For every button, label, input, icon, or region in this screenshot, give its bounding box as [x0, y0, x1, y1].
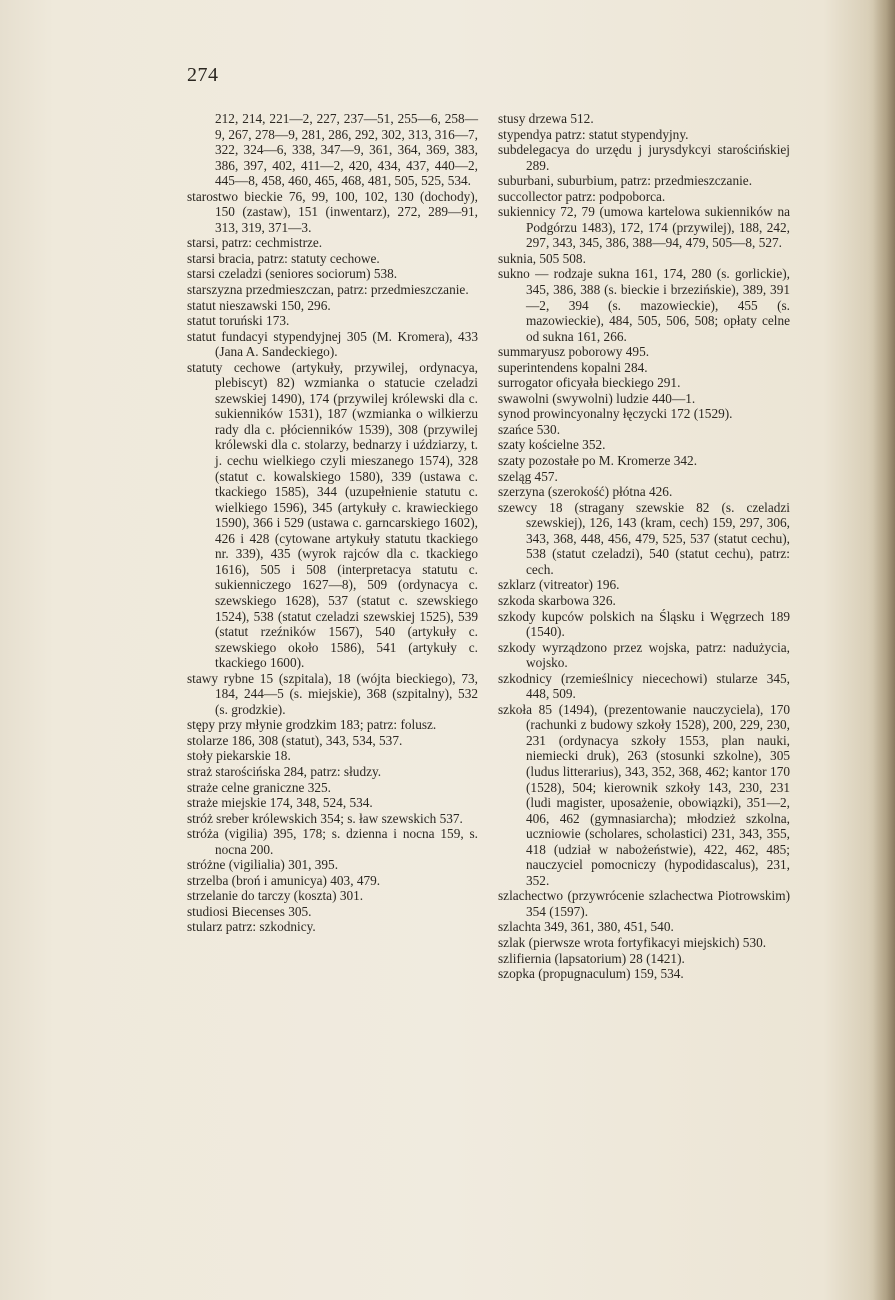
- index-entry: starszyzna przedmieszczan, patrz: przedmieszczanie.: [187, 282, 469, 298]
- index-entry: szkodnicy (rzemieślnicy niecechowi) stularze 345, 448, 509.: [498, 670, 790, 702]
- index-entry: szaty pozostałe po M. Kromerze 342.: [498, 453, 698, 469]
- index-entry: straże celne graniczne 325.: [187, 779, 331, 795]
- index-entry: stawy rybne 15 (szpitala), 18 (wójta bieckiego), 73, 184, 244—5 (s. miejskie), 368 (szpitalny), 532 (s. grodzkie).: [187, 670, 478, 717]
- index-entry: statut fundacyi stypendyjnej 305 (M. Kromera), 433 (Jana A. Sandeckiego).: [187, 328, 478, 360]
- index-entry: strzelanie do tarczy (koszta) 301.: [187, 888, 364, 904]
- index-entry: szewcy 18 (stragany szewskie 82 (s. czeladzi szewskiej), 126, 143 (kram, cech) 159, 297, 306, 343, 368, 448, 456, 479, 525, 537 (statut cechu), 538 (statut czeladzi), 540 (statut cechu), patrz: cech.: [498, 499, 790, 577]
- index-entry: stróża (vigilia) 395, 178; s. dzienna i nocna 159, s. nocna 200.: [187, 826, 478, 857]
- index-entry: szkoda skarbowa 326.: [498, 592, 616, 608]
- index-entry: superintendens kopalni 284.: [498, 359, 648, 375]
- index-entry: summaryusz poborowy 495.: [498, 344, 650, 360]
- index-entry: szlachta 349, 361, 380, 451, 540.: [498, 919, 674, 935]
- index-entry: suburbani, suburbium, patrz: przedmieszczanie.: [498, 173, 753, 189]
- index-entry: szkody kupców polskich na Śląsku i Węgrzech 189 (1540).: [498, 608, 790, 640]
- index-entry: sukno — rodzaje sukna 161, 174, 280 (s. gorlickie), 345, 386, 388 (s. bieckie i brzezińskie), 389, 391—2, 394 (s. mazowieckie), 455 (s. mazowieckie), 484, 505, 506, 508; opłaty celne od sukna 161, 266.: [498, 266, 790, 344]
- index-entry: stoły piekarskie 18.: [187, 748, 291, 764]
- index-entry: synod prowincyonalny łęczycki 172 (1529).: [498, 406, 733, 422]
- index-entry: szkoła 85 (1494), (prezentowanie nauczyciela), 170 (rachunki z budowy szkoły 1528), 200, 229, 230, 231 (ordynacya szkoły 1553, plan nauki, niemiecki druk), 263 (stosunki szkolne), 305 (ludus litterarius), 343, 352, 368, 462; kantor 170 (1528), 504; kierownik szkoły 143, 230, 231 (ludi magister, uposażenie, obowiązki), 351—2, 406, 462 (gymnasiarcha); młodzież szkolna, uczniowie (scholares, scholastici) 231, 343, 355, 418 (udział w nabożeństwie), 422, 462, 485; nauczyciel pomocniczy (hypodidascalus), 231, 352.: [498, 701, 790, 888]
- index-entry: szkody wyrządzono przez wojska, patrz: nadużycia, wojsko.: [498, 639, 790, 671]
- index-entry: starsi czeladzi (seniores sociorum) 538.: [187, 266, 398, 282]
- index-entry: stusy drzewa 512.: [498, 111, 594, 126]
- index-entry: stularz patrz: szkodnicy.: [187, 919, 316, 935]
- page-edge-shadow: [873, 0, 895, 1300]
- index-entry: studiosi Biecenses 305.: [187, 903, 312, 919]
- index-entry: swawolni (swywolni) ludzie 440—1.: [498, 390, 696, 406]
- index-entry: szlachectwo (przywrócenie szlachectwa Piotrowskim) 354 (1597).: [498, 888, 790, 919]
- index-entry: 212, 214, 221—2, 227, 237—51, 255—6, 258—9, 267, 278—9, 281, 286, 292, 302, 313, 316—7, 322, 324—6, 338, 347—9, 361, 364, 369, 383, 386, 397, 402, 411—2, 420, 434, 437, 440—2, 445—8, 458, 460, 465, 468, 481, 505, 525, 534.: [215, 111, 478, 189]
- page-number: 274: [187, 64, 219, 86]
- index-entry: succollector patrz: podpoborca.: [498, 188, 666, 204]
- index-entry: stypendya patrz: statut stypendyjny.: [498, 126, 689, 142]
- index-entry: strzelba (broń i amunicya) 403, 479.: [187, 872, 381, 888]
- index-column-right: [498, 111, 790, 982]
- index-entry: starsi, patrz: cechmistrze.: [187, 235, 323, 251]
- index-entry: szeląg 457.: [498, 468, 558, 484]
- index-entry: szerzyna (szerokość) płótna 426.: [498, 484, 673, 500]
- index-entry: stróż sreber królewskich 354; s. ław szewskich 537.: [187, 810, 463, 826]
- index-entry: stępy przy młynie grodzkim 183; patrz: folusz.: [187, 717, 437, 733]
- index-entry: subdelegacya do urzędu j jurysdykcyi starościńskiej 289.: [498, 142, 790, 173]
- index-entry: szlifiernia (lapsatorium) 28 (1421).: [498, 950, 685, 966]
- index-entry: stróżne (vigilialia) 301, 395.: [187, 857, 339, 873]
- index-entry: sukiennicy 72, 79 (umowa kartelowa sukienników na Podgórzu 1483), 172, 174 (przywilej), 188, 242, 297, 343, 345, 386, 388—94, 479, 505—8, 527.: [498, 204, 790, 251]
- index-column-left: [187, 111, 478, 935]
- index-entry: szopka (propugnaculum) 159, 534.: [498, 966, 684, 982]
- index-entry: statuty cechowe (artykuły, przywilej, ordynacya, plebiscyt) 82) wzmianka o statucie czeladzi szewskiej 1490), 174 (przywilej królewski dla c. sukienników 1531), 187 (wzmianka o wilkierzu rady dla c. płócienników 1539), 308 (przywilej królewski dla c. stolarzy, bednarzy i uździarzy, t. j. cechu wielkiego czyli mieszanego 1574), 328 (statut c. kowalskiego 1580), 339 (ustawa c. tkackiego 1585), 344 (uzupełnienie statutu c. wielkiego 1596), 345 (artykuły c. krawieckiego 1590), 366 i 529 (ustawa c. garncarskiego 1602), 426 i 428 (cytowane artykuły statutu tkackiego nr. 339), 435 (wyrok rajców dla c. tkackiego 1616), 505 i 508 (interpretacya statutu c. sukienniczego 1627—8), 509 (ordynacya c. szewskiego 1628), 537 (statut c. szewskiego 1524), 538 (statut czeladzi szewskiej 1525), 539 (statut rzeźników 1567), 540 (artykuły c. szewskiego około 1586), 541 (artykuły c. tkackiego 1600).: [187, 359, 478, 671]
- index-entry: starsi bracia, patrz: statuty cechowe.: [187, 250, 380, 266]
- index-entry: szklarz (vitreator) 196.: [498, 577, 620, 593]
- index-entry: szlak (pierwsze wrota fortyfikacyi miejskich) 530.: [498, 934, 767, 950]
- index-entry: starostwo bieckie 76, 99, 100, 102, 130 (dochody), 150 (zastaw), 151 (inwentarz), 272, 289—91, 313, 319, 371—3.: [187, 188, 478, 235]
- index-entry: statut toruński 173.: [187, 313, 290, 329]
- index-entry: straże miejskie 174, 348, 524, 534.: [187, 795, 373, 811]
- index-entry: szańce 530.: [498, 421, 561, 437]
- index-entry: stolarze 186, 308 (statut), 343, 534, 537.: [187, 732, 403, 748]
- index-entry: statut nieszawski 150, 296.: [187, 297, 331, 313]
- index-entry: szaty kościelne 352.: [498, 437, 606, 453]
- index-entry: suknia, 505 508.: [498, 250, 586, 266]
- index-entry: surrogator oficyała bieckiego 291.: [498, 375, 681, 391]
- index-entry: straż starościńska 284, patrz: słudzy.: [187, 763, 382, 779]
